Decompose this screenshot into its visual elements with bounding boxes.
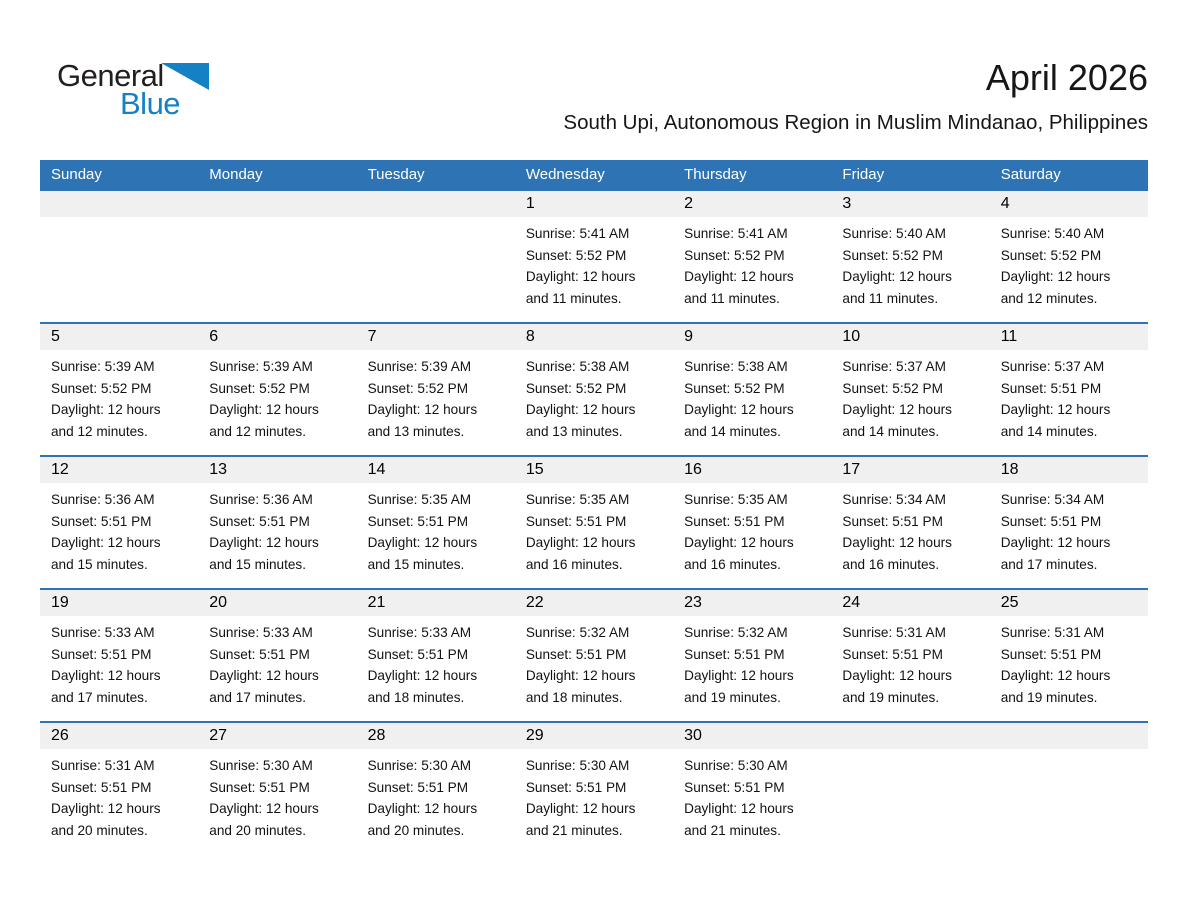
day-number: 11 (990, 324, 1148, 350)
sunset-text: Sunset: 5:52 PM (842, 247, 943, 263)
empty-day-cell (40, 191, 198, 322)
day-cell-27 (198, 723, 356, 854)
day-cell-3 (831, 191, 989, 322)
day-cell-23 (673, 590, 831, 721)
sunset-text: Sunset: 5:51 PM (367, 513, 469, 529)
day-details (673, 616, 831, 708)
sunrise-text: Sunrise: 5:30 AM (367, 758, 472, 773)
sunrise-text: Sunrise: 5:41 AM (684, 226, 788, 241)
day-cell-15 (515, 457, 673, 588)
day-cell-7 (357, 324, 515, 455)
sunrise-text: Sunrise: 5:32 AM (684, 625, 788, 640)
daylight-text-line1: Daylight: 12 hours (1000, 402, 1111, 417)
daylight-text-line1: Daylight: 12 hours (842, 668, 952, 683)
day-details (40, 749, 198, 841)
day-number: 21 (357, 590, 515, 616)
calendar-grid (40, 160, 1148, 854)
sunset-text: Sunset: 5:52 PM (525, 380, 627, 396)
day-number: 15 (515, 457, 673, 483)
day-number: 7 (357, 324, 515, 350)
sunrise-text: Sunrise: 5:31 AM (51, 758, 155, 773)
day-details (357, 350, 515, 442)
day-number: 8 (515, 324, 673, 350)
daylight-text-line1: Daylight: 12 hours (842, 269, 952, 284)
day-details (40, 350, 198, 442)
day-cell-14 (357, 457, 515, 588)
day-number: 18 (990, 457, 1148, 483)
daylight-text-line2: and 15 minutes. (51, 556, 148, 572)
day-details (198, 350, 356, 442)
day-details (40, 483, 198, 575)
sunrise-text: Sunrise: 5:30 AM (684, 758, 788, 773)
weekday-header-row (40, 160, 1148, 189)
sunset-text: Sunset: 5:51 PM (51, 646, 152, 662)
day-cell-13 (198, 457, 356, 588)
week-row-1 (40, 189, 1148, 322)
page-header (563, 58, 1148, 135)
day-cell-20 (198, 590, 356, 721)
daylight-text-line2: and 12 minutes. (51, 423, 148, 439)
day-details (198, 616, 356, 708)
day-cell-8 (515, 324, 673, 455)
sunset-text: Sunset: 5:51 PM (209, 513, 310, 529)
sunset-text: Sunset: 5:51 PM (684, 646, 785, 662)
sunrise-text: Sunrise: 5:40 AM (1000, 226, 1105, 241)
daylight-text-line2: and 14 minutes. (842, 423, 940, 439)
day-cell-10 (831, 324, 989, 455)
day-number: 13 (198, 457, 356, 483)
day-details (673, 483, 831, 575)
daylight-text-line2: and 12 minutes. (209, 423, 307, 439)
day-cell-4 (990, 191, 1148, 322)
sunrise-text: Sunrise: 5:40 AM (842, 226, 946, 241)
weekday-header-friday: Friday (842, 166, 885, 183)
sunrise-text: Sunrise: 5:35 AM (367, 492, 472, 507)
day-cell-18 (990, 457, 1148, 588)
daylight-text-line1: Daylight: 12 hours (525, 269, 636, 284)
sunset-text: Sunset: 5:52 PM (367, 380, 469, 396)
day-number-empty (357, 191, 515, 217)
week-row-5 (40, 721, 1148, 854)
sunrise-text: Sunrise: 5:35 AM (525, 492, 630, 507)
sunset-text: Sunset: 5:51 PM (842, 513, 943, 529)
daylight-text-line2: and 21 minutes. (525, 822, 623, 838)
day-number: 3 (831, 191, 989, 217)
daylight-text-line1: Daylight: 12 hours (367, 801, 478, 816)
weekday-header-wednesday: Wednesday (525, 166, 605, 183)
day-number: 23 (673, 590, 831, 616)
week-row-4 (40, 588, 1148, 721)
day-details (357, 217, 515, 223)
daylight-text-line2: and 11 minutes. (684, 290, 780, 306)
weeks-container (40, 189, 1148, 854)
sunrise-text: Sunrise: 5:37 AM (842, 359, 946, 374)
daylight-text-line2: and 18 minutes. (367, 689, 465, 705)
day-cell-5 (40, 324, 198, 455)
day-number: 5 (40, 324, 198, 350)
weekday-header-saturday: Saturday (1000, 166, 1061, 183)
sunrise-text: Sunrise: 5:38 AM (684, 359, 788, 374)
sunset-text: Sunset: 5:52 PM (1000, 247, 1102, 263)
day-cell-22 (515, 590, 673, 721)
day-details (40, 616, 198, 708)
sunset-text: Sunset: 5:51 PM (209, 779, 310, 795)
sunset-text: Sunset: 5:51 PM (1000, 513, 1102, 529)
generalblue-logo (57, 60, 237, 122)
daylight-text-line2: and 16 minutes. (842, 556, 940, 572)
sunrise-text: Sunrise: 5:41 AM (525, 226, 630, 241)
day-details (198, 483, 356, 575)
daylight-text-line2: and 20 minutes. (209, 822, 307, 838)
day-number: 25 (990, 590, 1148, 616)
day-cell-24 (831, 590, 989, 721)
daylight-text-line1: Daylight: 12 hours (684, 402, 794, 417)
day-details (990, 749, 1148, 755)
day-details (515, 217, 673, 309)
day-number: 24 (831, 590, 989, 616)
month-title: April 2026 (985, 57, 1148, 98)
sunrise-text: Sunrise: 5:32 AM (525, 625, 630, 640)
sunrise-text: Sunrise: 5:30 AM (209, 758, 313, 773)
day-details (515, 483, 673, 575)
sunset-text: Sunset: 5:51 PM (1000, 380, 1102, 396)
daylight-text-line2: and 19 minutes. (1000, 689, 1098, 705)
sunset-text: Sunset: 5:52 PM (51, 380, 152, 396)
day-number: 10 (831, 324, 989, 350)
day-number: 2 (673, 191, 831, 217)
sunrise-text: Sunrise: 5:34 AM (842, 492, 946, 507)
sunset-text: Sunset: 5:51 PM (525, 779, 627, 795)
daylight-text-line1: Daylight: 12 hours (525, 801, 636, 816)
sunrise-text: Sunrise: 5:34 AM (1000, 492, 1105, 507)
sunset-text: Sunset: 5:51 PM (525, 646, 627, 662)
daylight-text-line2: and 12 minutes. (1000, 290, 1098, 306)
sunrise-text: Sunrise: 5:39 AM (209, 359, 313, 374)
day-number: 20 (198, 590, 356, 616)
daylight-text-line2: and 21 minutes. (684, 822, 781, 838)
day-cell-19 (40, 590, 198, 721)
day-number: 17 (831, 457, 989, 483)
day-number: 22 (515, 590, 673, 616)
day-number: 1 (515, 191, 673, 217)
weekday-header-tuesday: Tuesday (367, 166, 425, 183)
sunrise-text: Sunrise: 5:38 AM (525, 359, 630, 374)
day-details (515, 749, 673, 841)
daylight-text-line2: and 14 minutes. (1000, 423, 1098, 439)
daylight-text-line1: Daylight: 12 hours (51, 402, 161, 417)
daylight-text-line1: Daylight: 12 hours (209, 535, 319, 550)
day-details (515, 350, 673, 442)
day-cell-26 (40, 723, 198, 854)
day-number: 4 (990, 191, 1148, 217)
sunrise-text: Sunrise: 5:33 AM (367, 625, 472, 640)
day-details (198, 217, 356, 223)
day-cell-12 (40, 457, 198, 588)
sunset-text: Sunset: 5:51 PM (367, 779, 469, 795)
day-cell-29 (515, 723, 673, 854)
day-details (831, 350, 989, 442)
sunrise-text: Sunrise: 5:36 AM (209, 492, 313, 507)
daylight-text-line1: Daylight: 12 hours (684, 668, 794, 683)
day-number-empty (831, 723, 989, 749)
sunset-text: Sunset: 5:52 PM (684, 247, 785, 263)
day-details (831, 217, 989, 309)
daylight-text-line2: and 15 minutes. (209, 556, 307, 572)
day-number: 16 (673, 457, 831, 483)
sunset-text: Sunset: 5:51 PM (367, 646, 469, 662)
daylight-text-line1: Daylight: 12 hours (367, 668, 478, 683)
day-number: 12 (40, 457, 198, 483)
daylight-text-line2: and 20 minutes. (367, 822, 465, 838)
daylight-text-line1: Daylight: 12 hours (684, 535, 794, 550)
daylight-text-line2: and 11 minutes. (842, 290, 939, 306)
empty-day-cell (831, 723, 989, 854)
sunrise-text: Sunrise: 5:39 AM (51, 359, 155, 374)
sunset-text: Sunset: 5:52 PM (209, 380, 310, 396)
daylight-text-line2: and 16 minutes. (684, 556, 781, 572)
weekday-header-sunday: Sunday (51, 166, 102, 183)
day-number-empty (198, 191, 356, 217)
sunset-text: Sunset: 5:51 PM (684, 779, 785, 795)
daylight-text-line1: Daylight: 12 hours (842, 535, 952, 550)
daylight-text-line1: Daylight: 12 hours (367, 535, 478, 550)
sunrise-text: Sunrise: 5:31 AM (842, 625, 946, 640)
daylight-text-line2: and 15 minutes. (367, 556, 465, 572)
day-details (990, 217, 1148, 309)
week-row-3 (40, 455, 1148, 588)
day-details (40, 217, 198, 223)
day-details (673, 749, 831, 841)
day-details (990, 616, 1148, 708)
daylight-text-line2: and 19 minutes. (684, 689, 781, 705)
empty-day-cell (357, 191, 515, 322)
weekday-header-thursday: Thursday (684, 166, 747, 183)
location-subtitle: South Upi, Autonomous Region in Muslim Mindanao, Philippines (563, 110, 1148, 134)
day-details (515, 616, 673, 708)
logo-text-blue: Blue (120, 86, 181, 121)
daylight-text-line2: and 19 minutes. (842, 689, 940, 705)
daylight-text-line1: Daylight: 12 hours (525, 402, 636, 417)
day-details (357, 483, 515, 575)
day-number-empty (990, 723, 1148, 749)
daylight-text-line1: Daylight: 12 hours (51, 668, 161, 683)
sunrise-text: Sunrise: 5:31 AM (1000, 625, 1105, 640)
day-details (831, 616, 989, 708)
sunrise-text: Sunrise: 5:33 AM (209, 625, 313, 640)
daylight-text-line1: Daylight: 12 hours (209, 402, 319, 417)
sunset-text: Sunset: 5:51 PM (525, 513, 627, 529)
daylight-text-line2: and 18 minutes. (525, 689, 623, 705)
day-cell-25 (990, 590, 1148, 721)
day-cell-6 (198, 324, 356, 455)
sunrise-text: Sunrise: 5:33 AM (51, 625, 155, 640)
day-number: 14 (357, 457, 515, 483)
empty-day-cell (990, 723, 1148, 854)
day-number: 9 (673, 324, 831, 350)
day-details (990, 350, 1148, 442)
logo-text-general: General (57, 58, 164, 93)
day-number: 28 (357, 723, 515, 749)
daylight-text-line2: and 11 minutes. (525, 290, 622, 306)
day-number: 27 (198, 723, 356, 749)
daylight-text-line2: and 13 minutes. (525, 423, 623, 439)
day-details (990, 483, 1148, 575)
day-cell-1 (515, 191, 673, 322)
daylight-text-line1: Daylight: 12 hours (684, 269, 794, 284)
sunset-text: Sunset: 5:51 PM (684, 513, 785, 529)
day-details (357, 616, 515, 708)
day-cell-30 (673, 723, 831, 854)
daylight-text-line1: Daylight: 12 hours (842, 402, 952, 417)
empty-day-cell (198, 191, 356, 322)
daylight-text-line1: Daylight: 12 hours (209, 668, 319, 683)
sunset-text: Sunset: 5:51 PM (1000, 646, 1102, 662)
day-cell-17 (831, 457, 989, 588)
daylight-text-line1: Daylight: 12 hours (525, 668, 636, 683)
daylight-text-line1: Daylight: 12 hours (684, 801, 794, 816)
sunset-text: Sunset: 5:51 PM (842, 646, 943, 662)
sunrise-text: Sunrise: 5:36 AM (51, 492, 155, 507)
daylight-text-line2: and 17 minutes. (51, 689, 148, 705)
day-number: 6 (198, 324, 356, 350)
sunset-text: Sunset: 5:51 PM (51, 779, 152, 795)
daylight-text-line2: and 17 minutes. (1000, 556, 1098, 572)
sunset-text: Sunset: 5:52 PM (842, 380, 943, 396)
daylight-text-line1: Daylight: 12 hours (367, 402, 478, 417)
sunset-text: Sunset: 5:52 PM (525, 247, 627, 263)
daylight-text-line1: Daylight: 12 hours (51, 535, 161, 550)
day-details (198, 749, 356, 841)
day-cell-28 (357, 723, 515, 854)
sunrise-text: Sunrise: 5:30 AM (525, 758, 630, 773)
sunrise-text: Sunrise: 5:35 AM (684, 492, 788, 507)
daylight-text-line2: and 16 minutes. (525, 556, 623, 572)
day-number: 29 (515, 723, 673, 749)
sunset-text: Sunset: 5:52 PM (684, 380, 785, 396)
day-number-empty (40, 191, 198, 217)
day-details (357, 749, 515, 841)
daylight-text-line1: Daylight: 12 hours (1000, 269, 1111, 284)
weekday-header-monday: Monday (209, 166, 263, 183)
day-cell-21 (357, 590, 515, 721)
daylight-text-line1: Daylight: 12 hours (209, 801, 319, 816)
day-number: 26 (40, 723, 198, 749)
day-cell-16 (673, 457, 831, 588)
daylight-text-line1: Daylight: 12 hours (1000, 668, 1111, 683)
day-details (673, 217, 831, 309)
sunrise-text: Sunrise: 5:39 AM (367, 359, 472, 374)
sunrise-text: Sunrise: 5:37 AM (1000, 359, 1105, 374)
sunset-text: Sunset: 5:51 PM (209, 646, 310, 662)
daylight-text-line2: and 20 minutes. (51, 822, 148, 838)
day-cell-2 (673, 191, 831, 322)
daylight-text-line1: Daylight: 12 hours (1000, 535, 1111, 550)
week-row-2 (40, 322, 1148, 455)
day-number: 30 (673, 723, 831, 749)
daylight-text-line2: and 14 minutes. (684, 423, 781, 439)
day-details (831, 749, 989, 755)
daylight-text-line1: Daylight: 12 hours (51, 801, 161, 816)
day-details (673, 350, 831, 442)
day-number: 19 (40, 590, 198, 616)
day-cell-9 (673, 324, 831, 455)
day-cell-11 (990, 324, 1148, 455)
daylight-text-line1: Daylight: 12 hours (525, 535, 636, 550)
daylight-text-line2: and 17 minutes. (209, 689, 307, 705)
daylight-text-line2: and 13 minutes. (367, 423, 465, 439)
day-details (831, 483, 989, 575)
sunset-text: Sunset: 5:51 PM (51, 513, 152, 529)
